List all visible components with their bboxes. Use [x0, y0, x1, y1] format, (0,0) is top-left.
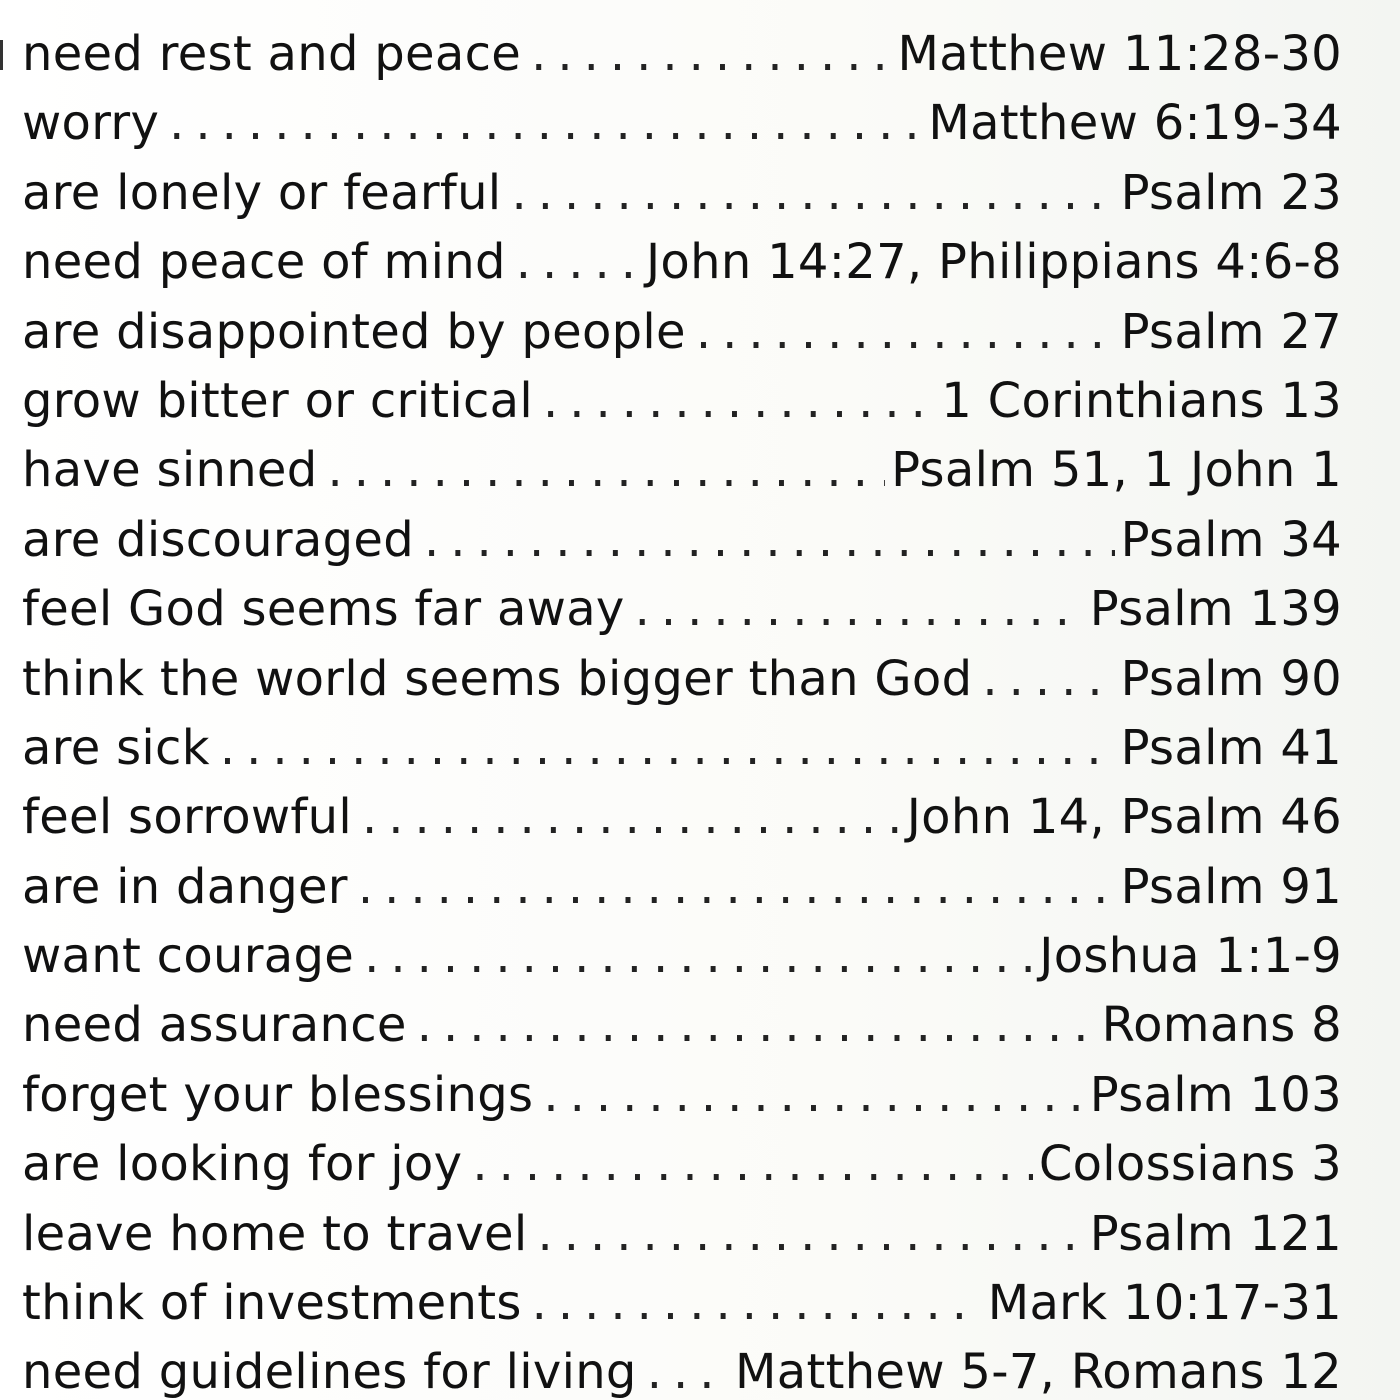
dot-leader [516, 228, 640, 297]
entry-reference: Romans 8 [1101, 997, 1342, 1054]
list-item [22, 575, 1342, 644]
entry-topic: feel sorrowful [22, 789, 352, 846]
entry-topic: are looking for joy [22, 1136, 463, 1193]
entry-topic: forget your blessings [22, 1066, 534, 1123]
dot-leader [220, 714, 1115, 783]
list-item [22, 228, 1342, 297]
dot-leader [169, 89, 922, 158]
list-item [22, 783, 1342, 852]
list-item [22, 1269, 1342, 1338]
list-item [22, 89, 1342, 158]
dot-leader [362, 783, 901, 852]
dot-leader [538, 1200, 1084, 1269]
list-item [22, 1338, 1342, 1400]
dot-leader [417, 991, 1096, 1060]
entry-topic: leave home to travel [22, 1205, 528, 1262]
entry-topic: think the world seems bigger than God [22, 650, 973, 707]
list-item [22, 714, 1342, 783]
dot-leader [543, 367, 935, 436]
list-item [22, 1130, 1342, 1199]
entry-topic: need rest and peace [22, 26, 522, 82]
entry-reference: Psalm 91 [1120, 858, 1342, 915]
entry-reference: Psalm 23 [1120, 164, 1342, 221]
entry-reference: Matthew 5-7, Romans 12 [735, 1344, 1342, 1400]
entry-reference: John 14:27, Philippians 4:6-8 [645, 234, 1342, 291]
entry-reference: Psalm 41 [1120, 719, 1342, 776]
entry-reference: John 14, Psalm 46 [906, 789, 1342, 846]
list-item [22, 853, 1342, 922]
list-item [22, 922, 1342, 991]
entry-reference: Matthew 11:28-30 [897, 26, 1342, 82]
entry-reference: Psalm 27 [1120, 303, 1342, 360]
entry-reference: Psalm 139 [1089, 581, 1342, 638]
entry-topic: feel God seems far away [22, 581, 625, 638]
entry-reference: Mark 10:17-31 [987, 1275, 1342, 1332]
entry-topic: are in danger [22, 858, 348, 915]
dot-leader [543, 1061, 1083, 1130]
entry-topic: need guidelines for living [22, 1344, 637, 1400]
dot-leader [647, 1338, 729, 1400]
entry-topic: grow bitter or critical [22, 372, 534, 429]
dot-leader [531, 20, 891, 89]
dot-leader [696, 298, 1115, 367]
list-item [22, 991, 1342, 1060]
entry-reference: Psalm 34 [1120, 511, 1342, 568]
page-edge-mark [0, 40, 3, 70]
dot-leader [982, 645, 1114, 714]
list-item [22, 1061, 1342, 1130]
entry-reference: Psalm 51, 1 John 1 [891, 442, 1342, 499]
list-item [22, 367, 1342, 436]
entry-reference: Joshua 1:1-9 [1039, 928, 1342, 985]
dot-leader [635, 575, 1084, 644]
entry-reference: Psalm 90 [1120, 650, 1342, 707]
entry-reference: Colossians 3 [1038, 1136, 1342, 1193]
list-item [22, 159, 1342, 228]
dot-leader [358, 853, 1115, 922]
entry-topic: need peace of mind [22, 234, 506, 291]
list-item [22, 20, 1342, 89]
dot-leader [472, 1130, 1033, 1199]
scripture-index-list [22, 20, 1342, 1400]
entry-topic: think of investments [22, 1275, 522, 1332]
entry-reference: 1 Corinthians 13 [941, 372, 1342, 429]
list-item [22, 645, 1342, 714]
entry-reference: Psalm 103 [1089, 1066, 1342, 1123]
entry-topic: need assurance [22, 997, 407, 1054]
entry-reference: Psalm 121 [1089, 1205, 1342, 1262]
entry-topic: worry [22, 95, 160, 152]
dot-leader [328, 436, 886, 505]
entry-topic: have sinned [22, 442, 318, 499]
list-item [22, 298, 1342, 367]
entry-reference: Matthew 6:19-34 [928, 95, 1342, 152]
entry-topic: want courage [22, 928, 355, 985]
dot-leader [532, 1269, 982, 1338]
entry-topic: are discouraged [22, 511, 414, 568]
entry-topic: are sick [22, 719, 210, 776]
dot-leader [424, 506, 1115, 575]
entry-topic: are lonely or fearful [22, 164, 502, 221]
list-item [22, 1200, 1342, 1269]
dot-leader [364, 922, 1033, 991]
entry-topic: are disappointed by people [22, 303, 686, 360]
list-item [22, 506, 1342, 575]
dot-leader [511, 159, 1114, 228]
list-item [22, 436, 1342, 505]
